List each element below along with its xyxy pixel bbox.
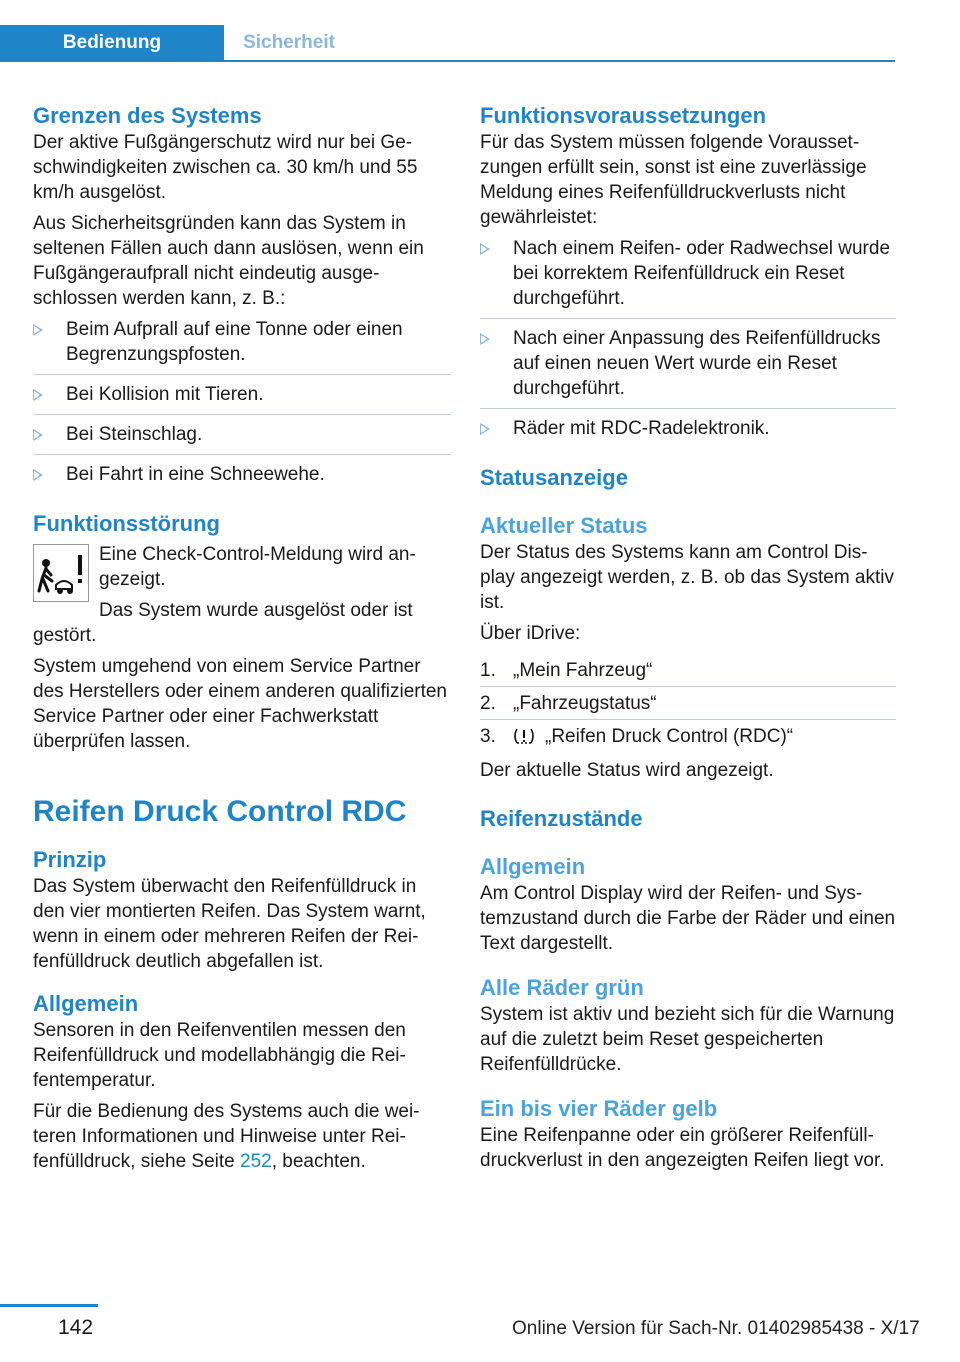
fault-block: [33, 542, 451, 623]
heading-reifenzustaende: Reifenzustände: [480, 806, 643, 831]
heading-prinzip: Prinzip: [33, 847, 107, 872]
list-item: 3. „Reifen Druck Control (RDC)“: [480, 726, 794, 747]
right-column: [480, 102, 896, 1173]
allgemein-text-2: Für die Bedienung des Systems auch die weiteren Informationen und Hinweise unter Reifenfülldruck, siehe Seite 252, beachten.: [33, 1101, 420, 1172]
aktuell-text-2: Der aktuelle Status wird angezeigt.: [480, 760, 774, 781]
idrive-text: Über iDrive:: [480, 623, 581, 644]
heading-raeder-gelb: Ein bis vier Räder gelb: [480, 1096, 718, 1121]
page-number: 142: [58, 1316, 94, 1339]
stoerung-text-2a: Das System wurde ausgelöst oder ist: [99, 600, 413, 621]
heading-allgemein-right: Allgemein: [480, 854, 586, 879]
tab-sicherheit[interactable]: Sicherheit: [224, 25, 354, 60]
heading-funktionsvoraussetzungen: Funktionsvoraussetzungen: [480, 103, 767, 128]
stoerung-text-1: Eine Check-Control-Meldung wird angezeigt.: [99, 544, 416, 590]
heading-rdc: Reifen Druck Control RDC: [33, 795, 407, 828]
heading-aktueller-status: Aktueller Status: [480, 513, 648, 538]
bullet-triangle-icon: [33, 324, 43, 336]
grenzen-list: [33, 317, 451, 494]
idrive-steps: [480, 658, 896, 752]
chapter-tabbar: [0, 25, 895, 62]
gruen-text: System ist aktiv und bezieht sich für die Warnung auf die zuletzt beim Reset gespeicherten Reifenfülldrücke.: [480, 1004, 895, 1075]
bullet-triangle-icon: [480, 333, 490, 345]
heading-allgemein: Allgemein: [33, 991, 139, 1016]
list-item: 2. „Fahrzeugstatus“: [480, 691, 896, 720]
tab-bedienung[interactable]: Bedienung: [0, 25, 224, 60]
pedestrian-warning-icon: [33, 544, 89, 602]
list-item: Nach einer Anpassung des Reifenfülldrucks auf einen neuen Wert wurde ein Reset durchgeführt.: [480, 326, 896, 409]
bullet-triangle-icon: [33, 469, 43, 481]
list-item: Nach einem Reifen- oder Radwechsel wurde bei korrektem Reifenfülldruck ein Reset durchgeführt.: [480, 236, 896, 319]
tire-pressure-icon: [513, 727, 535, 745]
footer-text: Online Version für Sach-Nr. 01402985438 - X/17: [512, 1318, 920, 1339]
allg-text: Am Control Display wird der Reifen- und Systemzustand durch die Farbe der Räder und einen Text dargestellt.: [480, 883, 896, 954]
bullet-triangle-icon: [33, 429, 43, 441]
bullet-triangle-icon: [480, 243, 490, 255]
prinzip-text: Das System überwacht den Reifenfülldruck in den vier montierten Reifen. Das System warnt, wenn in einem oder mehreren Reifen der Reifenfülldruck deutlich abgefallen ist.: [33, 876, 426, 972]
gelb-text: Eine Reifenpanne oder ein größerer Reifenfülldruckverlust in den angezeigten Reifen liegt vor.: [480, 1125, 885, 1171]
list-item: Räder mit RDC-Radelektronik.: [480, 416, 896, 448]
list-item: Bei Steinschlag.: [33, 422, 451, 455]
heading-statusanzeige: Statusanzeige: [480, 465, 628, 490]
bullet-triangle-icon: [33, 389, 43, 401]
heading-funktionsstoerung: Funktionsstörung: [33, 511, 220, 536]
stoerung-text-3: System umgehend von einem Service Partner des Herstellers oder einem anderen qualifizierten Service Partner oder einer Fachwerkstatt überprüfen lassen.: [33, 656, 448, 752]
list-item: Bei Kollision mit Tieren.: [33, 382, 451, 415]
list-item: Beim Aufprall auf eine Tonne oder einen Begrenzungspfosten.: [33, 317, 451, 375]
heading-grenzen: Grenzen des Systems: [33, 103, 262, 128]
stoerung-text-2b: gestört.: [33, 625, 97, 646]
aktuell-text: Der Status des Systems kann am Control Display angezeigt werden, z. B. ob das System aktiv ist.: [480, 542, 894, 613]
grenzen-text-2: Aus Sicherheitsgründen kann das System in seltenen Fällen auch dann auslösen, wenn ein Fußgängeraufprall nicht eindeutig ausgeschlossen werden kann, z. B.:: [33, 213, 424, 309]
left-column: [33, 102, 451, 1174]
allgemein-text-1: Sensoren in den Reifenventilen messen den Reifenfülldruck und modellabhängig die Reifentemperatur.: [33, 1020, 406, 1091]
voraus-text: Für das System müssen folgende Voraussetzungen erfüllt sein, sonst ist eine zuverlässige Meldung eines Reifenfülldruckverlusts nicht gewährleistet:: [480, 132, 867, 228]
footer-rule: [0, 1304, 98, 1307]
bullet-triangle-icon: [480, 423, 490, 435]
heading-alle-raeder-gruen: Alle Räder grün: [480, 975, 644, 1000]
grenzen-text-1: Der aktive Fußgängerschutz wird nur bei Geschwindigkeiten zwischen ca. 30 km/h und 55 km/h ausgelöst.: [33, 132, 418, 203]
page-link-252[interactable]: 252: [240, 1151, 272, 1172]
voraus-list: [480, 236, 896, 448]
list-item: Bei Fahrt in eine Schneewehe.: [33, 462, 451, 494]
list-item: 1. „Mein Fahrzeug“: [480, 658, 896, 687]
